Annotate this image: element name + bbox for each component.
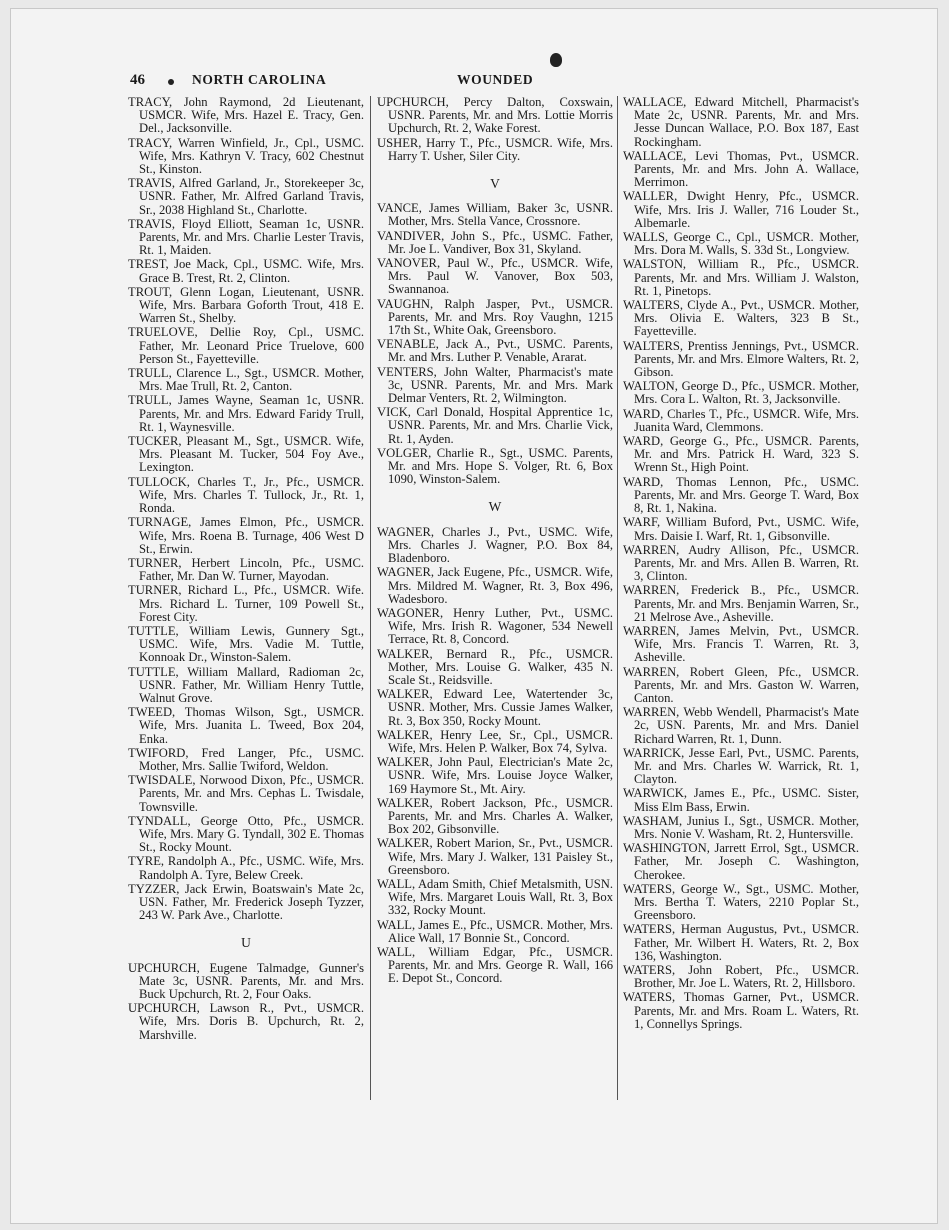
casualty-entry: TUCKER, Pleasant M., Sgt., USMCR. Wife, Mrs. Pleasant M. Tucker, 504 Foy Ave., Lexington. [128,434,364,475]
casualty-entry: WALLACE, Levi Thomas, Pvt., USMCR. Parents, Mr. and Mrs. John A. Wallace, Merrimon. [623,148,859,190]
column-3 [623,96,859,1032]
casualty-entry: WALTERS, Prentiss Jennings, Pvt., USMCR. Parents, Mr. and Mrs. Elmore Walters, Rt. 2, Gibson. [623,338,859,380]
casualty-entry: TUTTLE, William Mallard, Radioman 2c, USNR. Father, Mr. William Henry Tuttle, Walnut Grove. [128,664,364,705]
column-2 [377,96,613,987]
casualty-entry: TRAVIS, Floyd Elliott, Seaman 1c, USNR. Parents, Mr. and Mrs. Charlie Lester Travis, Rt. 1, Maiden. [128,216,364,258]
casualty-entry: WARREN, Robert Gleen, Pfc., USMCR. Parents, Mr. and Mrs. Gaston W. Warren, Canton. [623,664,859,705]
casualty-entry: TURNAGE, James Elmon, Pfc., USMCR. Wife, Mrs. Roena B. Turnage, 406 West D St., Erwin. [128,515,364,556]
casualty-entry: TYRE, Randolph A., Pfc., USMC. Wife, Mrs. Randolph A. Tyre, Belew Creek. [128,854,364,882]
casualty-entry: TWEED, Thomas Wilson, Sgt., USMCR. Wife, Mrs. Juanita L. Tweed, Box 204, Enka. [128,705,364,746]
casualty-entry: WALL, William Edgar, Pfc., USMCR. Parents, Mr. and Mrs. George R. Wall, 166 E. Depot St., Concord. [377,944,613,986]
casualty-entry: WATERS, John Robert, Pfc., USMCR. Brother, Mr. Joe L. Waters, Rt. 2, Hillsboro. [623,963,859,991]
section-letter: W [488,499,502,515]
casualty-entry: WALKER, John Paul, Electrician's Mate 2c, USNR. Wife, Mrs. Louise Joyce Walker, 169 Haymore St., Mt. Airy. [377,755,613,796]
casualty-entry: WALL, Adam Smith, Chief Metalsmith, USN. Wife, Mrs. Margaret Louis Wall, Rt. 3, Box 332, Rocky Mount. [377,876,613,918]
casualty-entry: VICK, Carl Donald, Hospital Apprentice 1c, USNR. Parents, Mr. and Mrs. Charlie Vick, Rt. 1, Ayden. [377,405,613,446]
casualty-entry: TRAVIS, Alfred Garland, Jr., Storekeeper 3c, USNR. Father, Mr. Alfred Garland Travis, Sr., 2038 Highland St., Charlotte. [128,176,364,217]
casualty-entry: TUTTLE, William Lewis, Gunnery Sgt., USMC. Wife, Mrs. Vadie M. Tuttle, Konnoak Dr., Winston-Salem. [128,623,364,665]
casualty-entry: WARREN, James Melvin, Pvt., USMCR. Wife, Mrs. Francis T. Warren, Rt. 3, Asheville. [623,623,859,665]
casualty-entry: WALL, James E., Pfc., USMCR. Mother, Mrs. Alice Wall, 17 Bonnie St., Concord. [377,917,613,945]
casualty-entry: WARREN, Webb Wendell, Pharmacist's Mate 2c, USN. Parents, Mr. and Mrs. Daniel Richard Warren, Rt. 1, Dunn. [623,705,859,746]
casualty-entry: TRULL, Clarence L., Sgt., USMCR. Mother, Mrs. Mae Trull, Rt. 2, Canton. [128,366,364,394]
casualty-entry: WALLS, George C., Cpl., USMCR. Mother, Mrs. Dora M. Walls, S. 33d St., Longview. [623,230,859,258]
casualty-entry: TURNER, Herbert Lincoln, Pfc., USMC. Father, Mr. Dan W. Turner, Mayodan. [128,555,364,584]
casualty-entry: WALKER, Robert Marion, Sr., Pvt., USMCR. Wife, Mrs. Mary J. Walker, 131 Paisley St., Greensboro. [377,836,613,877]
casualty-entry: TRUELOVE, Dellie Roy, Cpl., USMC. Father, Mr. Leonard Price Truelove, 600 Person St., Fayetteville. [128,325,364,366]
casualty-entry: TYNDALL, George Otto, Pfc., USMCR. Wife, Mrs. Mary G. Tyndall, 302 E. Thomas St., Rocky Mount. [128,813,364,855]
casualty-entry: TRACY, Warren Winfield, Jr., Cpl., USMC. Wife, Mrs. Kathryn V. Tracy, 602 Chestnut St., Kinston. [128,135,364,177]
casualty-entry: WALTON, George D., Pfc., USMCR. Mother, Mrs. Cora L. Walton, Rt. 3, Jacksonville. [623,379,859,407]
state-title: NORTH CAROLINA [192,72,327,87]
page-number: 46 [130,72,145,88]
casualty-entry: USHER, Harry T., Pfc., USMCR. Wife, Mrs. Harry T. Usher, Siler City. [377,135,613,163]
casualty-entry: VENABLE, Jack A., Pvt., USMC. Parents, Mr. and Mrs. Luther P. Venable, Ararat. [377,337,613,365]
casualty-entry: TWIFORD, Fred Langer, Pfc., USMC. Mother, Mrs. Sallie Twiford, Weldon. [128,745,364,773]
casualty-entry: WARD, George G., Pfc., USMCR. Parents, Mr. and Mrs. Patrick H. Ward, 323 S. Wrenn St., High Point. [623,434,859,475]
casualty-entry: WALKER, Henry Lee, Sr., Cpl., USMCR. Wife, Mrs. Helen P. Walker, Box 74, Sylva. [377,727,613,755]
casualty-entry: WARD, Charles T., Pfc., USMCR. Wife, Mrs. Juanita Ward, Clemmons. [623,406,859,434]
casualty-entry: WASHAM, Junius I., Sgt., USMCR. Mother, Mrs. Nonie V. Washam, Rt. 2, Huntersville. [623,813,859,841]
casualty-entry: TREST, Joe Mack, Cpl., USMC. Wife, Mrs. Grace B. Trest, Rt. 2, Clinton. [128,257,364,285]
casualty-entry: WALLACE, Edward Mitchell, Pharmacist's Mate 2c, USNR. Parents, Mr. and Mrs. Jesse Duncan Wallace, P.O. Box 187, East Rockingham. [623,95,859,149]
casualty-entry: WALKER, Edward Lee, Watertender 3c, USNR. Mother, Mrs. Cussie James Walker, Rt. 3, Box 350, Rocky Mount. [377,687,613,728]
casualty-entry: VAUGHN, Ralph Jasper, Pvt., USMCR. Parents, Mr. and Mrs. Roy Vaughn, 1215 17th St., White Oak, Greensboro. [377,296,613,338]
casualty-entry: WATERS, George W., Sgt., USMC. Mother, Mrs. Bertha T. Waters, 2210 Poplar St., Greensboro. [623,881,859,923]
casualty-entry: UPCHURCH, Eugene Talmadge, Gunner's Mate 3c, USNR. Parents, Mr. and Mrs. Buck Upchurch, Rt. 2, Four Oaks. [128,960,364,1001]
casualty-entry: WARREN, Frederick B., Pfc., USMCR. Parents, Mr. and Mrs. Benjamin Warren, Sr., 21 Melrose Ave., Asheville. [623,583,859,624]
casualty-entry: VOLGER, Charlie R., Sgt., USMC. Parents, Mr. and Mrs. Hope S. Volger, Rt. 6, Box 1090, Winston-Salem. [377,445,613,487]
section-title: WOUNDED [457,72,534,87]
casualty-entry: WARRICK, Jesse Earl, Pvt., USMC. Parents, Mr. and Mrs. Charles W. Warrick, Rt. 1, Clayton. [623,745,859,787]
casualty-entry: VANCE, James William, Baker 3c, USNR. Mother, Mrs. Stella Vance, Crossnore. [377,201,613,229]
casualty-entry: WATERS, Herman Augustus, Pvt., USMCR. Father, Mr. Wilbert H. Waters, Rt. 2, Box 136, Washington. [623,922,859,963]
page-header [130,72,870,94]
casualty-entry: WARREN, Audry Allison, Pfc., USMCR. Parents, Mr. and Mrs. Allen B. Warren, Rt. 3, Clinton. [623,542,859,584]
casualty-entry: WARD, Thomas Lennon, Pfc., USMC. Parents, Mr. and Mrs. George T. Ward, Box 8, Rt. 1, Nakina. [623,474,859,516]
casualty-entry: WARF, William Buford, Pvt., USMC. Wife, Mrs. Daisie I. Warf, Rt. 1, Gibsonville. [623,515,859,543]
punch-hole-mark [550,53,562,67]
casualty-entry: UPCHURCH, Percy Dalton, Coxswain, USNR. Parents, Mr. and Mrs. Lottie Morris Upchurch, Rt. 2, Wake Forest. [377,95,613,136]
casualty-entry: WAGONER, Henry Luther, Pvt., USMC. Wife, Mrs. Irish R. Wagoner, 534 Newell Terrace, Rt. 8, Concord. [377,605,613,647]
casualty-entry: TRACY, John Raymond, 2d Lieutenant, USMCR. Wife, Mrs. Hazel E. Tracy, Gen. Del., Jacksonville. [128,95,364,136]
casualty-entry: WAGNER, Charles J., Pvt., USMC. Wife, Mrs. Charles J. Wagner, P.O. Box 84, Bladenboro. [377,524,613,566]
casualty-entry: VANDIVER, John S., Pfc., USMC. Father, Mr. Joe L. Vandiver, Box 31, Skyland. [377,228,613,256]
casualty-entry: TROUT, Glenn Logan, Lieutenant, USNR. Wife, Mrs. Barbara Goforth Trout, 418 E. Warren St., Shelby. [128,284,364,326]
casualty-entry: VANOVER, Paul W., Pfc., USMCR. Wife, Mrs. Paul W. Vanover, Box 503, Swannanoa. [377,256,613,297]
casualty-entry: TYZZER, Jack Erwin, Boatswain's Mate 2c, USN. Father, Mr. Frederick Joseph Tyzzer, 243 W. Park Ave., Charlotte. [128,881,364,923]
section-letter: V [490,176,500,192]
casualty-entry: UPCHURCH, Lawson R., Pvt., USMCR. Wife, Mrs. Doris B. Upchurch, Rt. 2, Marshville. [128,1001,364,1042]
casualty-entry: WALLER, Dwight Henry, Pfc., USMCR. Wife, Mrs. Iris J. Waller, 716 Louder St., Albemarle. [623,189,859,230]
casualty-entry: TULLOCK, Charles T., Jr., Pfc., USMCR. Wife, Mrs. Charles T. Tullock, Jr., Rt. 1, Ronda. [128,474,364,516]
casualty-entry: WALKER, Bernard R., Pfc., USMCR. Mother, Mrs. Louise G. Walker, 435 N. Scale St., Reidsville. [377,646,613,687]
section-letter: U [241,935,251,951]
column-1 [128,96,364,1043]
casualty-entry: VENTERS, John Walter, Pharmacist's mate 3c, USNR. Parents, Mr. and Mrs. Mark Delmar Venters, Rt. 2, Wilmington. [377,364,613,406]
casualty-entry: WALTERS, Clyde A., Pvt., USMCR. Mother, Mrs. Olivia E. Walters, 323 B St., Fayetteville. [623,298,859,339]
casualty-entry: TRULL, James Wayne, Seaman 1c, USNR. Parents, Mr. and Mrs. Edward Faridy Trull, Rt. 1, Waynesville. [128,393,364,434]
casualty-entry: WALKER, Robert Jackson, Pfc., USMCR. Parents, Mr. and Mrs. Charles A. Walker, Box 202, Gibsonville. [377,795,613,837]
casualty-entry: WATERS, Thomas Garner, Pvt., USMCR. Parents, Mr. and Mrs. Roam L. Waters, Rt. 1, Connellys Springs. [623,990,859,1031]
casualty-entry: WASHINGTON, Jarrett Errol, Sgt., USMCR. Father, Mr. Joseph C. Washington, Cherokee. [623,841,859,882]
column-divider [370,96,371,1100]
casualty-entry: TURNER, Richard L., Pfc., USMCR. Wife. Mrs. Richard L. Turner, 109 Powell St., Forest City. [128,583,364,624]
bullet-icon [168,79,174,85]
casualty-entry: WARWICK, James E., Pfc., USMC. Sister, Miss Elm Bass, Erwin. [623,786,859,814]
casualty-entry: WALSTON, William R., Pfc., USMCR. Parents, Mr. and Mrs. William J. Walston, Rt. 1, Pinetops. [623,257,859,298]
casualty-entry: TWISDALE, Norwood Dixon, Pfc., USMCR. Parents, Mr. and Mrs. Cephas L. Twisdale, Townsville. [128,773,364,814]
column-divider [617,96,618,1100]
casualty-entry: WAGNER, Jack Eugene, Pfc., USMCR. Wife, Mrs. Mildred M. Wagner, Rt. 3, Box 496, Wadesboro. [377,565,613,606]
